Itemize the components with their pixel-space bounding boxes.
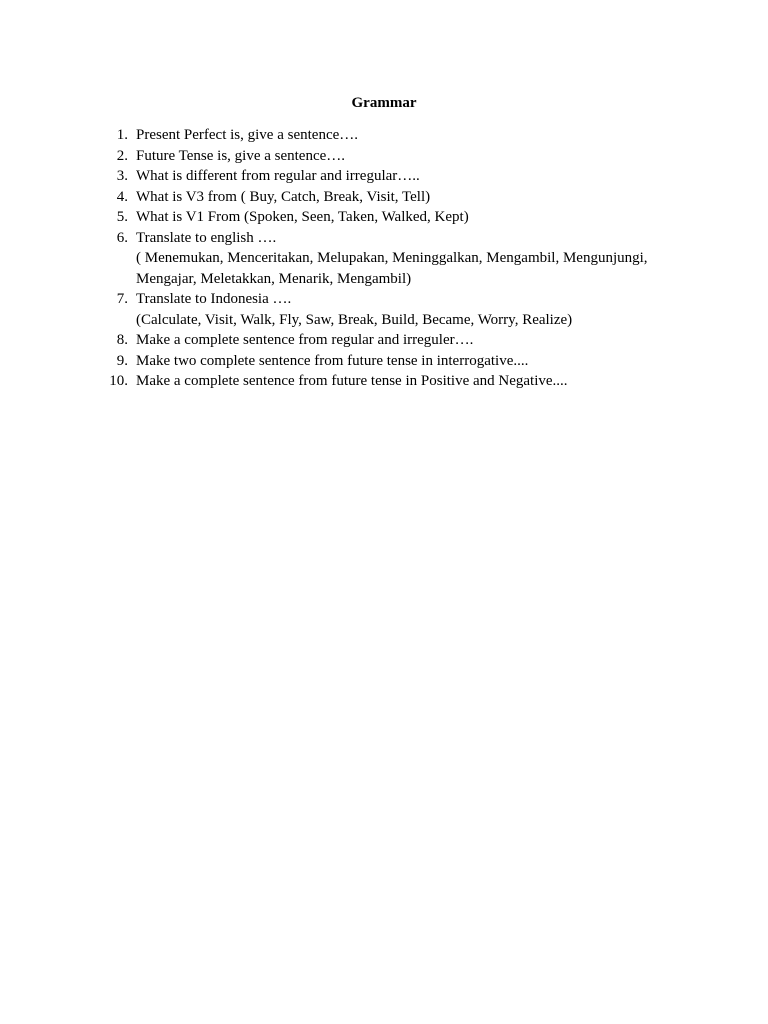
item-text: What is different from regular and irregular….. xyxy=(136,168,420,184)
item-number: 4. xyxy=(116,188,128,205)
item-number: 2. xyxy=(116,147,128,164)
item-number: 1. xyxy=(116,127,128,143)
list-item xyxy=(108,330,668,351)
item-word-list: (Calculate, Visit, Walk, Fly, Saw, Break, Build, Became, Worry, Realize) xyxy=(136,311,573,328)
item-number: 3. xyxy=(116,168,128,184)
item-text: What is V1 From (Spoken, Seen, Taken, Walked, Kept) xyxy=(136,209,469,225)
list-item xyxy=(108,187,668,208)
item-number: 8. xyxy=(116,332,128,348)
list-item xyxy=(108,207,668,228)
list-item xyxy=(108,228,668,290)
item-text: What is V3 from ( Buy, Catch, Break, Visit, Tell) xyxy=(136,188,431,205)
page-title: Grammar xyxy=(351,95,417,111)
question-list xyxy=(108,125,668,392)
list-item xyxy=(108,351,668,372)
item-text: Make two complete sentence from future tense in interrogative.... xyxy=(136,352,529,369)
item-number: 9. xyxy=(116,352,128,369)
item-number: 6. xyxy=(116,229,128,246)
item-text: Make a complete sentence from future tense in Positive and Negative.... xyxy=(136,373,568,389)
list-item xyxy=(108,146,668,167)
list-item xyxy=(108,289,668,330)
item-number: 5. xyxy=(116,209,128,225)
item-text: Present Perfect is, give a sentence…. xyxy=(136,127,359,143)
item-word-list: ( Menemukan, Menceritakan, Melupakan, Meninggalkan, Mengambil, Mengunjungi, Mengajar, Meletakkan, Menarik, Mengambil) xyxy=(136,250,648,287)
item-text: Future Tense is, give a sentence…. xyxy=(136,147,346,164)
list-item xyxy=(108,166,668,187)
item-number: 10. xyxy=(109,373,128,389)
list-item xyxy=(108,371,668,392)
item-text: Translate to english …. xyxy=(136,229,277,246)
list-item xyxy=(108,125,668,146)
item-number: 7. xyxy=(116,291,128,307)
item-text: Translate to Indonesia …. xyxy=(136,291,292,307)
item-text: Make a complete sentence from regular and irreguler…. xyxy=(136,332,474,348)
